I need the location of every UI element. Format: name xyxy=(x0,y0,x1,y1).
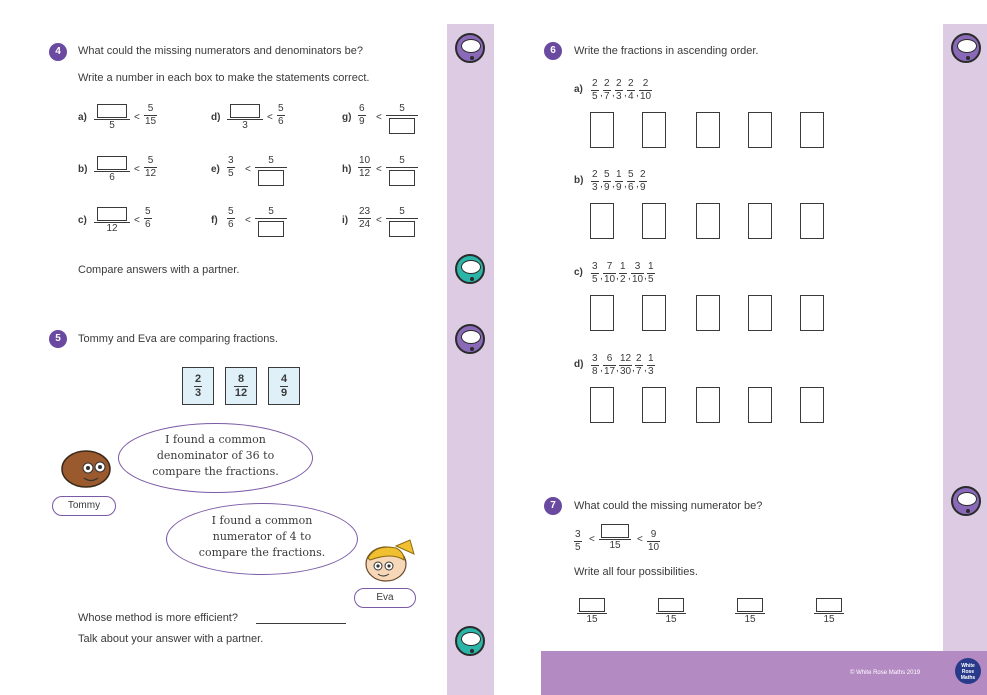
fraction xyxy=(94,104,130,131)
less-than-sign: < xyxy=(245,215,251,226)
numerator-box[interactable] xyxy=(737,598,763,612)
denominator: 3 xyxy=(648,366,654,377)
numerator-box-wrap xyxy=(578,598,606,613)
denominator: 15 xyxy=(145,116,157,127)
logo-text: Maths xyxy=(960,675,976,681)
numerator: 2 xyxy=(642,78,649,89)
denominator: 15 xyxy=(577,613,607,625)
denominator: 7 xyxy=(604,91,610,102)
numerator-box[interactable] xyxy=(230,104,260,118)
eva-name-label: Eva xyxy=(354,588,416,608)
numerator: 9 xyxy=(650,529,657,540)
logo-text: Rose xyxy=(961,669,975,675)
denominator: 10 xyxy=(640,91,652,102)
numerator: 5 xyxy=(228,206,234,217)
q7-middle-fraction xyxy=(599,524,631,551)
denominator: 5 xyxy=(228,168,234,179)
numerator-box-wrap xyxy=(96,156,128,171)
fraction xyxy=(227,156,235,179)
fraction xyxy=(627,79,635,102)
numerator-box[interactable] xyxy=(601,524,629,538)
answer-box[interactable] xyxy=(590,203,614,239)
question-5-number: 5 xyxy=(49,330,67,348)
numerator: 2 xyxy=(592,78,598,89)
denominator: 5 xyxy=(592,91,598,102)
denominator: 6 xyxy=(278,116,284,127)
denominator: 12 xyxy=(234,387,248,399)
discussion-bubble-icon xyxy=(455,626,485,656)
numerator: 2 xyxy=(194,373,202,385)
fraction xyxy=(386,207,418,237)
tommy-speech-bubble xyxy=(118,423,313,493)
fraction xyxy=(639,79,652,102)
numerator: 5 xyxy=(278,103,284,114)
item-label: f) xyxy=(211,215,218,226)
fraction xyxy=(603,262,616,285)
fraction xyxy=(358,156,371,179)
denominator: 15 xyxy=(656,613,686,625)
item-label: a) xyxy=(78,112,87,123)
numerator-box[interactable] xyxy=(816,598,842,612)
part-label: c) xyxy=(574,267,583,278)
denominator: 2 xyxy=(620,274,626,285)
answer-box[interactable] xyxy=(800,295,824,331)
less-than-sign: < xyxy=(267,112,273,123)
denominator: 9 xyxy=(616,182,622,193)
white-rose-maths-logo xyxy=(955,658,981,684)
numerator: 1 xyxy=(620,261,626,272)
fraction xyxy=(591,170,599,193)
denominator-box[interactable] xyxy=(258,221,284,237)
answer-box[interactable] xyxy=(590,387,614,423)
denominator: 9 xyxy=(640,182,646,193)
fraction xyxy=(94,207,130,234)
numerator: 7 xyxy=(606,261,613,272)
denominator-box-wrap xyxy=(386,115,418,134)
comma: , xyxy=(632,363,635,374)
less-than-sign: < xyxy=(245,164,251,175)
numerator: 2 xyxy=(604,78,610,89)
item-label: h) xyxy=(342,164,352,175)
numerator-box-wrap xyxy=(657,598,685,613)
fraction xyxy=(647,354,655,377)
logo-text: White xyxy=(961,663,975,669)
fraction xyxy=(591,354,599,377)
fraction xyxy=(277,104,285,127)
answer-box[interactable] xyxy=(800,112,824,148)
denominator: 5 xyxy=(592,274,598,285)
answer-box[interactable] xyxy=(800,387,824,423)
denominator: 8 xyxy=(592,366,598,377)
denominator: 3 xyxy=(616,91,622,102)
denominator: 30 xyxy=(620,366,632,377)
item-label: e) xyxy=(211,164,220,175)
eva-speech-line: numerator of 4 to xyxy=(212,530,312,543)
numerator: 5 xyxy=(628,169,634,180)
denominator: 3 xyxy=(227,119,263,131)
question-4-compare-text: Compare answers with a partner. xyxy=(78,264,240,276)
numerator: 5 xyxy=(399,206,405,217)
question-5-efficiency-question: Whose method is more efficient? xyxy=(78,612,238,624)
denominator-box[interactable] xyxy=(258,170,284,186)
fraction xyxy=(591,262,599,285)
comma: , xyxy=(628,271,631,282)
numerator: 3 xyxy=(592,353,598,364)
denominator: 6 xyxy=(628,182,634,193)
less-than-sign: < xyxy=(134,164,140,175)
fraction xyxy=(269,374,299,399)
numerator-box-wrap xyxy=(229,104,261,119)
fraction xyxy=(591,79,599,102)
answer-box[interactable] xyxy=(642,112,666,148)
denominator-box-wrap xyxy=(255,167,287,186)
numerator-box[interactable] xyxy=(658,598,684,612)
comma: , xyxy=(616,271,619,282)
question-4-instruction: Write a number in each box to make the statements correct. xyxy=(78,72,370,84)
thought-bubble-icon xyxy=(951,486,981,516)
eva-speech-line: I found a common xyxy=(211,514,313,527)
numerator: 1 xyxy=(648,353,654,364)
denominator: 10 xyxy=(604,274,616,285)
denominator-box-wrap xyxy=(386,218,418,237)
fraction-card xyxy=(182,367,214,405)
answer-fraction xyxy=(577,598,607,625)
answer-box[interactable] xyxy=(696,203,720,239)
less-than-sign: < xyxy=(637,534,643,545)
part-label: d) xyxy=(574,359,584,370)
right-page-side-strip xyxy=(943,24,987,695)
denominator: 6 xyxy=(228,219,234,230)
fraction xyxy=(603,170,611,193)
numerator: 12 xyxy=(620,353,632,364)
fraction xyxy=(358,207,371,230)
denominator: 15 xyxy=(735,613,765,625)
numerator: 4 xyxy=(280,373,288,385)
question-4-title: What could the missing numerators and denominators be? xyxy=(78,45,363,57)
question-4-number: 4 xyxy=(49,43,67,61)
numerator-box-wrap xyxy=(96,207,128,222)
fraction xyxy=(144,104,157,127)
fraction xyxy=(635,354,643,377)
fraction xyxy=(631,262,644,285)
eva-avatar xyxy=(362,538,420,584)
answer-box[interactable] xyxy=(748,295,772,331)
answer-box[interactable] xyxy=(748,387,772,423)
fraction xyxy=(255,156,287,186)
question-7-number: 7 xyxy=(544,497,562,515)
denominator: 5 xyxy=(94,119,130,131)
numerator: 2 xyxy=(640,169,646,180)
numerator-box[interactable] xyxy=(579,598,605,612)
fraction xyxy=(144,156,157,179)
answer-box[interactable] xyxy=(590,112,614,148)
fraction xyxy=(227,207,235,230)
tommy-name-label: Tommy xyxy=(52,496,116,516)
fraction xyxy=(386,104,418,134)
thought-bubble-icon xyxy=(951,33,981,63)
comma: , xyxy=(616,363,619,374)
part-label: b) xyxy=(574,175,584,186)
less-than-sign: < xyxy=(134,215,140,226)
answer-fraction xyxy=(656,598,686,625)
numerator-box[interactable] xyxy=(97,156,127,170)
left-page-side-strip xyxy=(447,24,494,695)
numerator: 1 xyxy=(648,261,654,272)
denominator: 6 xyxy=(145,219,151,230)
fraction xyxy=(603,79,611,102)
answer-box[interactable] xyxy=(696,295,720,331)
comma: , xyxy=(600,271,603,282)
less-than-sign: < xyxy=(376,112,382,123)
tommy-speech-line: compare the fractions. xyxy=(152,465,279,478)
discussion-bubble-icon xyxy=(455,254,485,284)
numerator: 2 xyxy=(616,78,622,89)
item-label: g) xyxy=(342,112,352,123)
thought-bubble-icon xyxy=(455,33,485,63)
numerator: 5 xyxy=(399,155,405,166)
numerator: 2 xyxy=(628,78,634,89)
numerator: 6 xyxy=(359,103,365,114)
numerator: 6 xyxy=(606,353,613,364)
question-6-number: 6 xyxy=(544,42,562,60)
fraction xyxy=(615,79,623,102)
numerator: 8 xyxy=(237,373,245,385)
item-label: d) xyxy=(211,112,221,123)
eva-speech-bubble xyxy=(166,503,358,575)
eva-speech-line: compare the fractions. xyxy=(198,546,326,559)
comma: , xyxy=(644,271,647,282)
comma: , xyxy=(612,179,615,190)
comma: , xyxy=(600,363,603,374)
tommy-avatar xyxy=(58,445,114,489)
answer-line[interactable] xyxy=(256,623,346,624)
denominator: 4 xyxy=(628,91,634,102)
comma: , xyxy=(600,88,603,99)
item-label: b) xyxy=(78,164,88,175)
denominator: 5 xyxy=(575,542,581,553)
question-5-title: Tommy and Eva are comparing fractions. xyxy=(78,333,278,345)
answer-box[interactable] xyxy=(800,203,824,239)
denominator: 15 xyxy=(599,539,631,551)
question-7-title: What could the missing numerator be? xyxy=(574,500,763,512)
numerator: 5 xyxy=(145,206,151,217)
fraction xyxy=(183,374,213,399)
numerator: 10 xyxy=(359,155,371,166)
fraction xyxy=(226,374,256,399)
numerator-box[interactable] xyxy=(97,207,127,221)
denominator: 6 xyxy=(94,171,130,183)
fraction xyxy=(603,354,616,377)
denominator: 17 xyxy=(604,366,616,377)
denominator: 3 xyxy=(194,387,202,399)
fraction-card xyxy=(268,367,300,405)
question-6-title: Write the fractions in ascending order. xyxy=(574,45,759,57)
denominator: 24 xyxy=(359,219,371,230)
denominator: 12 xyxy=(94,222,130,234)
numerator: 2 xyxy=(592,169,598,180)
fraction xyxy=(619,354,632,377)
denominator: 3 xyxy=(592,182,598,193)
denominator-box-wrap xyxy=(255,218,287,237)
answer-box[interactable] xyxy=(696,112,720,148)
question-7-instruction: Write all four possibilities. xyxy=(574,566,698,578)
denominator: 5 xyxy=(648,274,654,285)
numerator: 1 xyxy=(616,169,622,180)
fraction xyxy=(639,170,647,193)
part-label: a) xyxy=(574,84,583,95)
question-5-talk-text: Talk about your answer with a partner. xyxy=(78,633,264,645)
denominator: 7 xyxy=(636,366,642,377)
numerator: 5 xyxy=(268,155,274,166)
denominator-box[interactable] xyxy=(389,221,415,237)
answer-box[interactable] xyxy=(748,203,772,239)
denominator-box-wrap xyxy=(386,167,418,186)
denominator-box[interactable] xyxy=(389,118,415,134)
tommy-speech-line: denominator of 36 to xyxy=(156,449,275,462)
denominator: 12 xyxy=(359,168,371,179)
answer-box[interactable] xyxy=(590,295,614,331)
answer-box[interactable] xyxy=(642,387,666,423)
less-than-sign: < xyxy=(134,112,140,123)
less-than-sign: < xyxy=(376,164,382,175)
comma: , xyxy=(644,363,647,374)
less-than-sign: < xyxy=(589,534,595,545)
comma: , xyxy=(612,88,615,99)
fraction xyxy=(386,156,418,186)
fraction xyxy=(615,170,623,193)
denominator-box[interactable] xyxy=(389,170,415,186)
fraction xyxy=(227,104,263,131)
q7-right-fraction xyxy=(647,530,660,553)
item-label: i) xyxy=(342,215,349,226)
answer-fraction xyxy=(735,598,765,625)
answer-fraction xyxy=(814,598,844,625)
answer-box[interactable] xyxy=(696,387,720,423)
numerator: 3 xyxy=(592,261,598,272)
comma: , xyxy=(624,179,627,190)
numerator: 2 xyxy=(636,353,642,364)
q7-left-fraction xyxy=(574,530,582,553)
item-label: c) xyxy=(78,215,87,226)
numerator: 3 xyxy=(575,529,581,540)
denominator: 9 xyxy=(280,387,288,399)
denominator: 9 xyxy=(359,116,365,127)
numerator-box-wrap xyxy=(96,104,128,119)
answer-box[interactable] xyxy=(642,203,666,239)
numerator-box-wrap xyxy=(815,598,843,613)
less-than-sign: < xyxy=(376,215,382,226)
comma: , xyxy=(636,88,639,99)
answer-box[interactable] xyxy=(642,295,666,331)
fraction-card xyxy=(225,367,257,405)
numerator: 5 xyxy=(268,206,274,217)
fraction xyxy=(619,262,627,285)
comma: , xyxy=(624,88,627,99)
fraction xyxy=(358,104,366,127)
thought-bubble-icon xyxy=(455,324,485,354)
comma: , xyxy=(636,179,639,190)
denominator: 12 xyxy=(145,168,157,179)
numerator: 3 xyxy=(228,155,234,166)
fraction xyxy=(94,156,130,183)
denominator: 10 xyxy=(632,274,644,285)
fraction xyxy=(144,207,152,230)
numerator: 5 xyxy=(399,103,405,114)
fraction xyxy=(627,170,635,193)
numerator: 5 xyxy=(604,169,610,180)
numerator: 5 xyxy=(147,155,154,166)
fraction xyxy=(647,262,655,285)
denominator: 15 xyxy=(814,613,844,625)
numerator: 23 xyxy=(359,206,371,217)
footer-copyright: © White Rose Maths 2019 xyxy=(850,670,921,676)
fraction xyxy=(255,207,287,237)
tommy-speech-line: I found a common xyxy=(165,433,266,446)
numerator: 5 xyxy=(147,103,154,114)
numerator-box[interactable] xyxy=(97,104,127,118)
numerator: 3 xyxy=(634,261,641,272)
answer-box[interactable] xyxy=(748,112,772,148)
denominator: 9 xyxy=(604,182,610,193)
denominator: 10 xyxy=(648,542,660,553)
comma: , xyxy=(600,179,603,190)
numerator-box-wrap xyxy=(736,598,764,613)
